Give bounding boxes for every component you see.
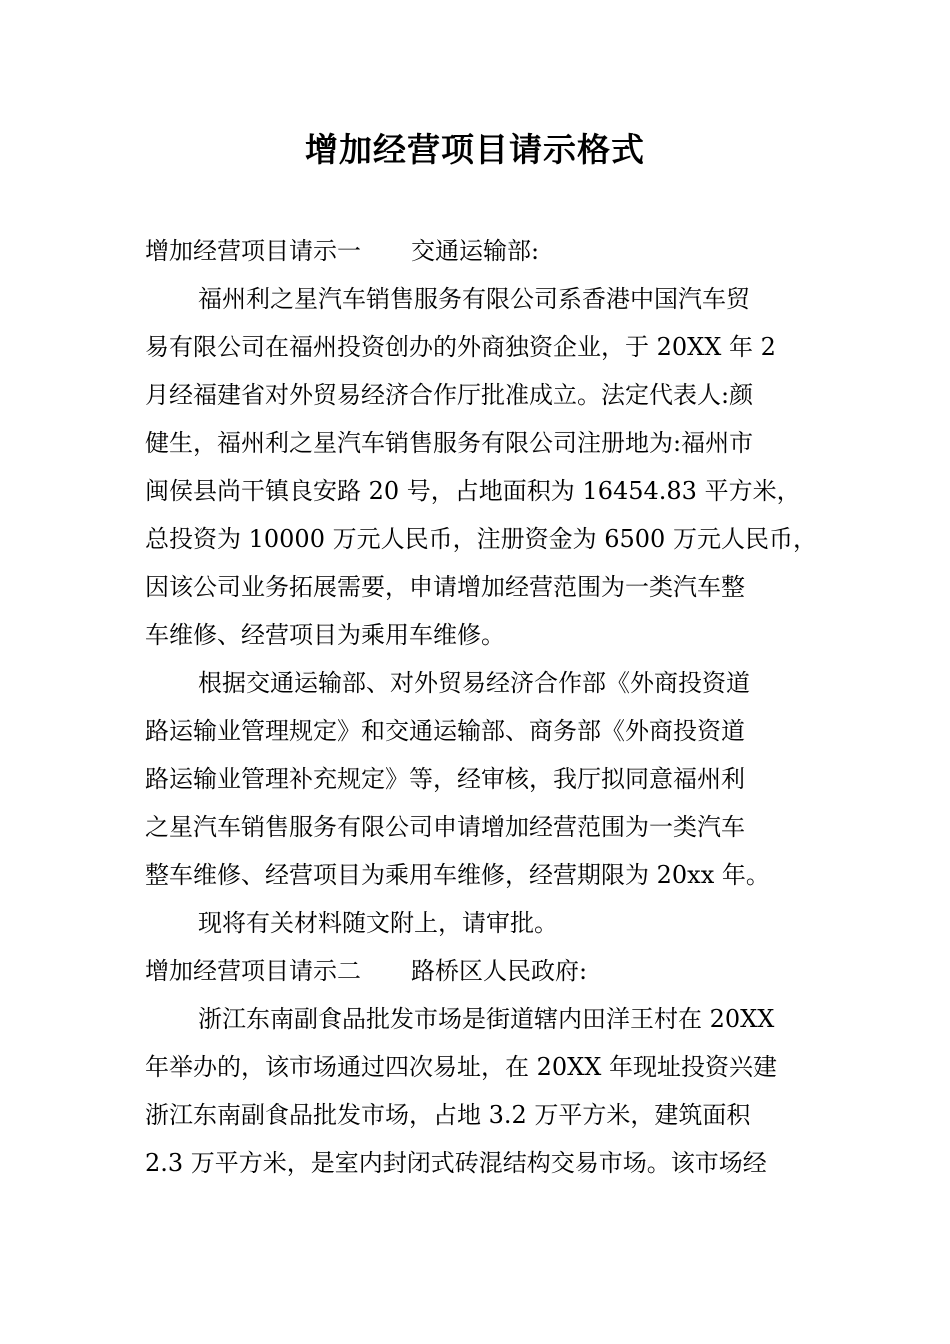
document-body bbox=[145, 227, 815, 1187]
section1-heading: 增加经营项目请示一 bbox=[145, 237, 361, 265]
paragraph-line: 因该公司业务拓展需要，申请增加经营范围为一类汽车整 bbox=[145, 573, 745, 601]
section2-heading-line bbox=[145, 947, 815, 995]
paragraph-line: 月经福建省对外贸易经济合作厅批准成立。法定代表人:颜 bbox=[145, 381, 754, 409]
paragraph-line: 2.3 万平方米，是室内封闭式砖混结构交易市场。该市场经 bbox=[145, 1149, 767, 1177]
paragraph-line: 整车维修、经营项目为乘用车维修，经营期限为 20xx 年。 bbox=[145, 861, 770, 889]
paragraph-line: 现将有关材料随文附上，请审批。 bbox=[198, 909, 558, 937]
paragraph-line: 健生，福州利之星汽车销售服务有限公司注册地为:福州市 bbox=[145, 429, 754, 457]
paragraph-line: 福州利之星汽车销售服务有限公司系香港中国汽车贸 bbox=[198, 285, 750, 313]
paragraph-line: 路运输业管理补充规定》等，经审核，我厅拟同意福州利 bbox=[145, 765, 745, 793]
section1-heading-line bbox=[145, 227, 815, 275]
document-title: 增加经营项目请示格式 bbox=[305, 130, 645, 169]
paragraph-line: 之星汽车销售服务有限公司申请增加经营范围为一类汽车 bbox=[145, 813, 745, 841]
paragraph-line: 年举办的，该市场通过四次易址，在 20XX 年现址投资兴建 bbox=[145, 1053, 777, 1081]
paragraph-line: 根据交通运输部、对外贸易经济合作部《外商投资道 bbox=[198, 669, 750, 697]
paragraph-line: 闽侯县尚干镇良安路 20 号，占地面积为 16454.83 平方米， bbox=[145, 477, 801, 505]
paragraph-line: 浙江东南副食品批发市场，占地 3.2 万平方米，建筑面积 bbox=[145, 1101, 751, 1129]
section2-recipient: 路桥区人民政府: bbox=[411, 957, 588, 985]
paragraph-line: 易有限公司在福州投资创办的外商独资企业，于 20XX 年 2 bbox=[145, 333, 776, 361]
section2-heading: 增加经营项目请示二 bbox=[145, 957, 361, 985]
paragraph-line: 车维修、经营项目为乘用车维修。 bbox=[145, 621, 505, 649]
section1-recipient: 交通运输部: bbox=[411, 237, 540, 265]
paragraph-line: 总投资为 10000 万元人民币，注册资金为 6500 万元人民币， bbox=[145, 525, 817, 553]
paragraph-line: 浙江东南副食品批发市场是街道辖内田洋王村在 20XX bbox=[198, 1005, 775, 1033]
paragraph-line: 路运输业管理规定》和交通运输部、商务部《外商投资道 bbox=[145, 717, 745, 745]
